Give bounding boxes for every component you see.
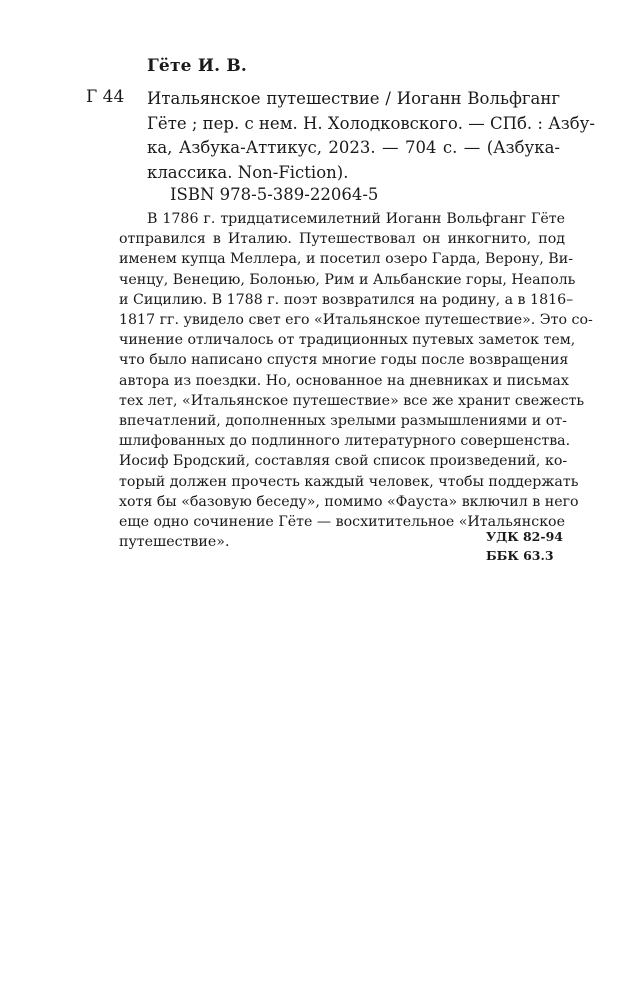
classification-indexes xyxy=(486,527,563,565)
isbn-number: ISBN 978-5-389-22064-5 xyxy=(170,185,379,204)
annotation-line: В 1786 г. тридцатисемилетний Иоганн Вольфганг Гёте xyxy=(147,211,565,227)
udc-index: УДК 82-94 xyxy=(486,529,563,544)
bibliographic-description xyxy=(147,87,595,185)
annotation-line: чинение отличалось от традиционных путевых заметок тем, xyxy=(119,332,576,349)
annotation-line: ченцу, Венецию, Болонью, Рим и Альбанские горы, Неаполь xyxy=(119,271,576,288)
annotation-line: путешествие». xyxy=(119,534,230,551)
annotation-line: тех лет, «Итальянское путешествие» все же хранит свежесть xyxy=(119,392,585,409)
author-heading: Гёте И. В. xyxy=(147,56,248,76)
annotation-line: и Сицилию. В 1788 г. поэт возвратился на родину, а в 1816– xyxy=(119,291,574,308)
biblio-line: ка, Азбука-Аттикус, 2023. — 704 с. — (Азбука- xyxy=(147,138,560,157)
annotation-line: 1817 гг. увидело свет его «Итальянское путешествие». Это со- xyxy=(119,312,593,329)
annotation-line: именем купца Меллера, и посетил озеро Гарда, Верону, Ви- xyxy=(119,251,573,268)
annotation-line: что было написано спустя многие годы после возвращения xyxy=(119,352,569,369)
annotation-line: отправился в Италию. Путешествовал он инкогнито, под xyxy=(119,231,565,248)
annotation-line: торый должен прочесть каждый человек, чтобы поддержать xyxy=(119,473,579,490)
annotation-line: хотя бы «базовую беседу», помимо «Фауста» включил в него xyxy=(119,493,579,510)
annotation-line: впечатлений, дополненных зрелыми размышлениями и от- xyxy=(119,413,567,430)
annotation-line: автора из поездки. Но, основанное на дневниках и письмах xyxy=(119,372,569,389)
biblio-line: Итальянское путешествие / Иоганн Вольфганг xyxy=(147,89,560,108)
classification-code: Г 44 xyxy=(86,87,125,107)
biblio-line: классика. Non-Fiction). xyxy=(147,162,349,182)
annotation-line: Иосиф Бродский, составляя свой список произведений, ко- xyxy=(119,453,568,470)
annotation-paragraph xyxy=(119,209,593,552)
annotation-line: шлифованных до подлинного литературного совершенства. xyxy=(119,433,571,450)
annotation-line: еще одно сочинение Гёте — восхитительное «Итальянское xyxy=(119,514,565,531)
bbk-index: ББК 63.3 xyxy=(486,548,554,563)
biblio-line: Гёте ; пер. с нем. Н. Холодковского. — СПб. : Азбу- xyxy=(147,113,595,133)
